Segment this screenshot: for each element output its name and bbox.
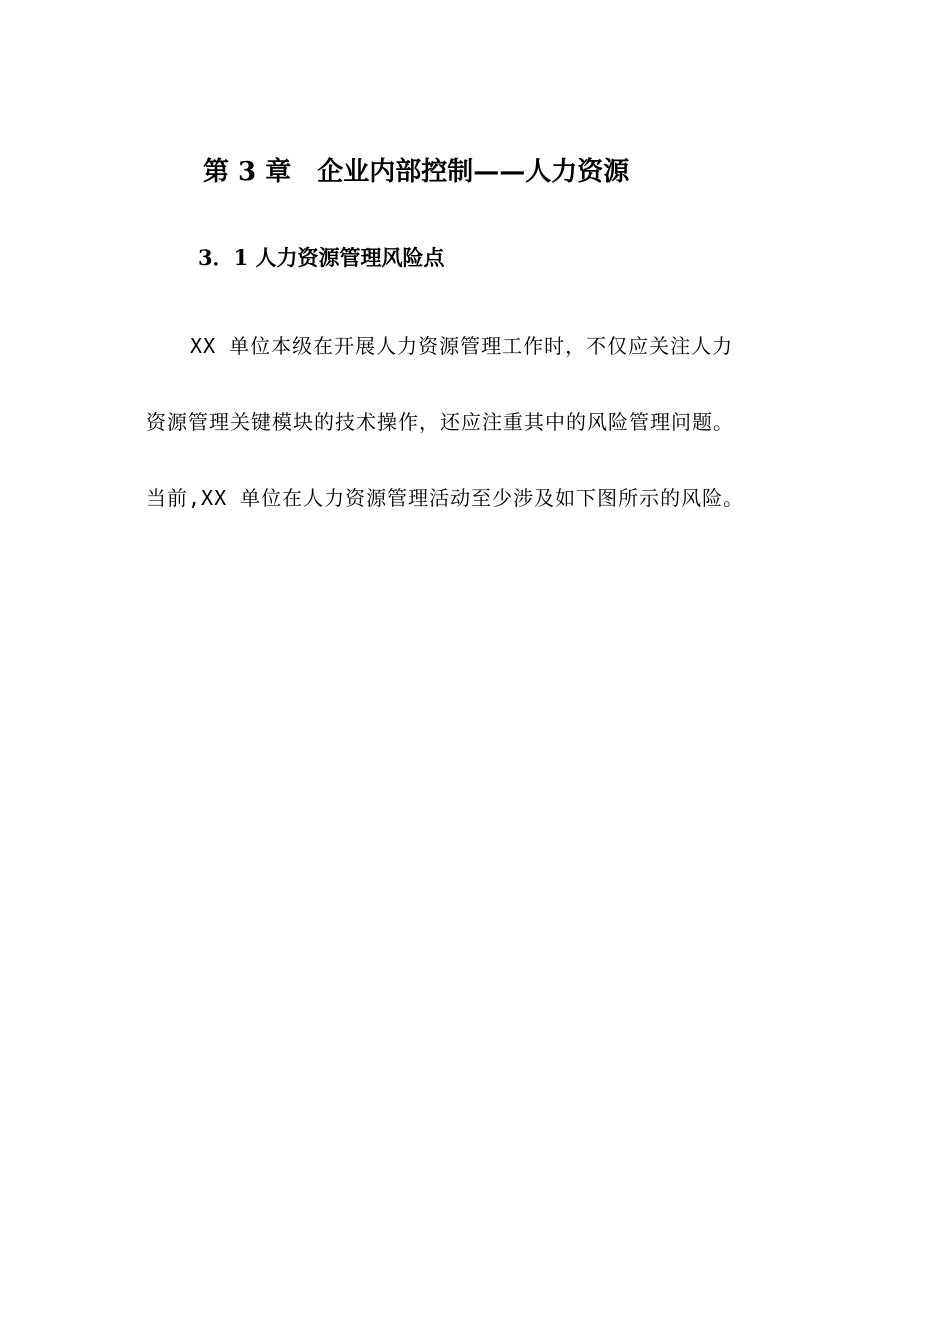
paragraph-line: 资源管理关键模块的技术操作，还应注重其中的风险管理问题。 [146, 410, 734, 434]
paragraph-line: XX 单位本级在开展人力资源管理工作时，不仅应关注人力 [190, 334, 734, 358]
section-title: 3．1 人力资源管理风险点 [198, 245, 445, 270]
chapter-title [203, 150, 629, 194]
chapter-number: 第 3 章 [203, 157, 292, 187]
paragraph-line: 当前,XX 单位在人力资源管理活动至少涉及如下图所示的风险。 [146, 486, 745, 510]
chapter-name: 企业内部控制——人力资源 [317, 157, 630, 187]
